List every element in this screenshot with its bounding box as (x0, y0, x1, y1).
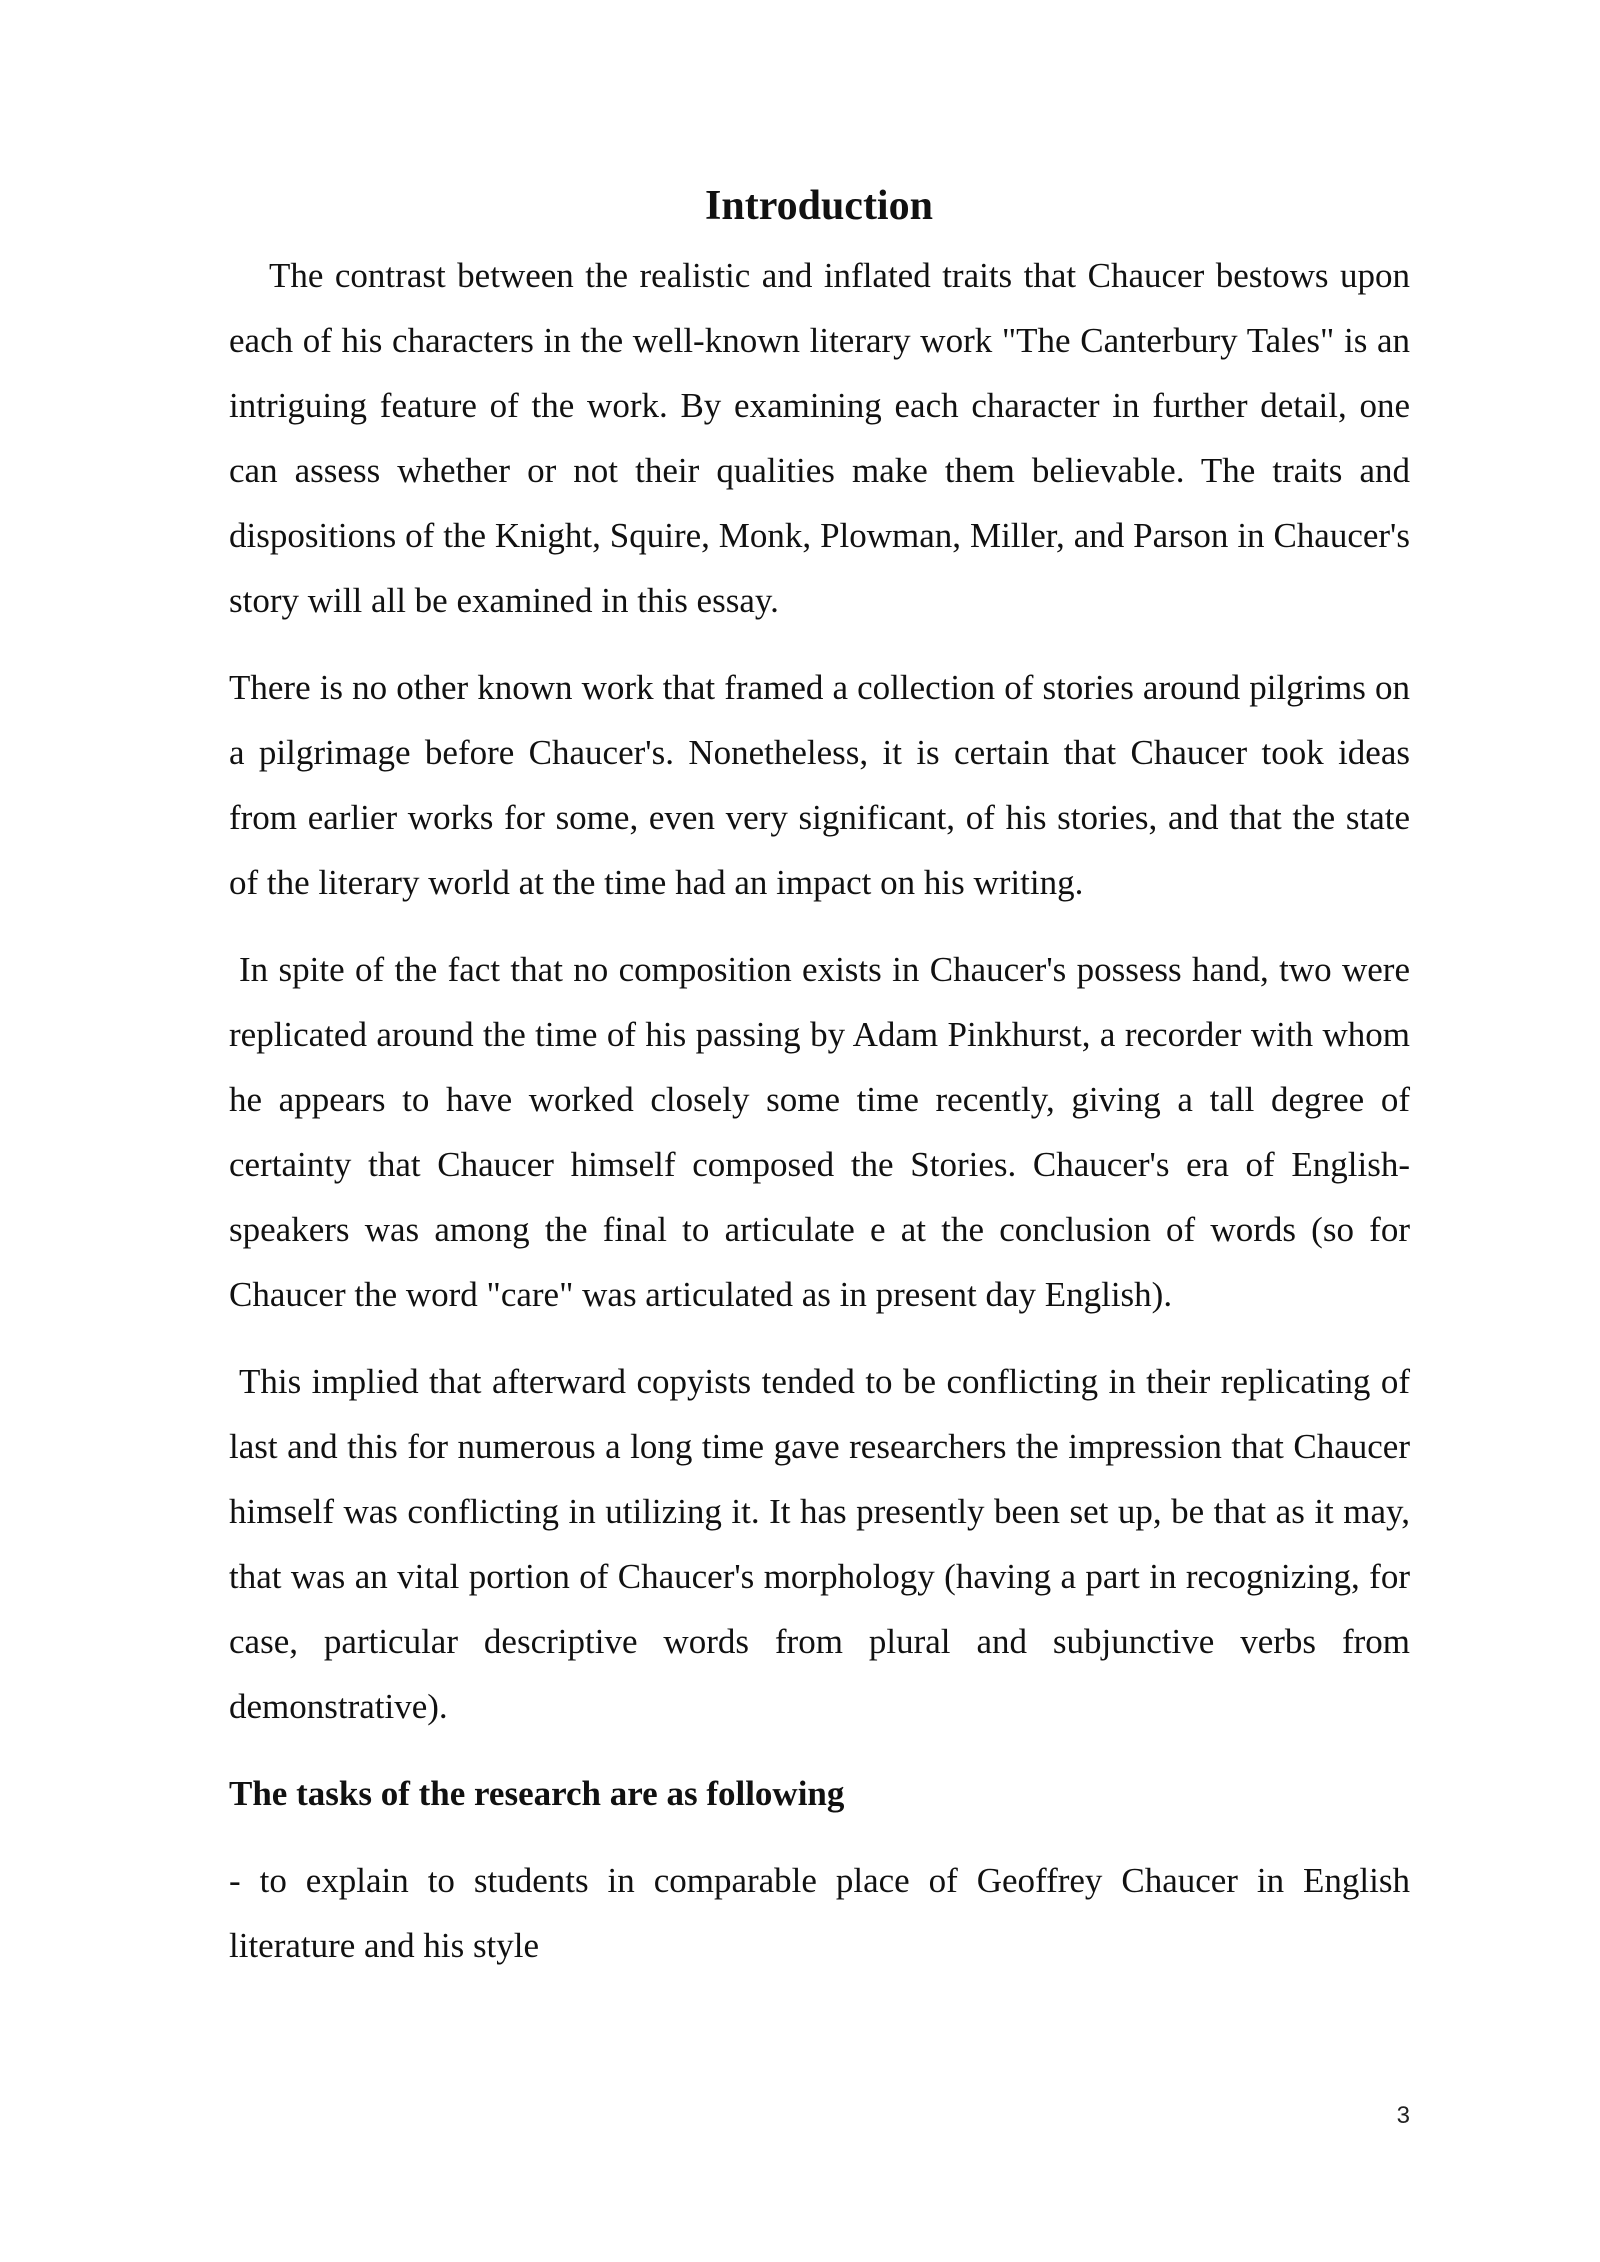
intro-paragraph-3: In spite of the fact that no composition exists in Chaucer's possess hand, two were replicated around the time of his passing by Adam Pinkhurst, a recorder with whom he appears to have worked closely some time recently, giving a tall degree of certainty that Chaucer himself composed the Stories. Chaucer's era of English-speakers was among the final to articulate e at the conclusion of words (so for Chaucer the word "care" was articulated as in present day English). (229, 950, 1410, 1314)
task-list-item: - to explain to students in comparable place of Geoffrey Chaucer in English literature and his style (229, 1861, 1410, 1965)
intro-paragraph-4: This implied that afterward copyists tended to be conflicting in their replicating of last and this for numerous a long time gave researchers the impression that Chaucer himself was conflicting in utilizing it. It has presently been set up, be that as it may, that was an vital portion of Chaucer's morphology (having a part in recognizing, for case, particular descriptive words from plural and subjunctive verbs from demonstrative). (229, 1362, 1410, 1726)
page-number: 3 (1396, 2102, 1410, 2129)
document-body (229, 243, 1410, 1978)
intro-paragraph-2: There is no other known work that framed a collection of stories around pilgrims on a pilgrimage before Chaucer's. Nonetheless, it is certain that Chaucer took ideas from earlier works for some, even very significant, of his stories, and that the state of the literary world at the time had an impact on his writing. (229, 668, 1410, 902)
page-title: Introduction (705, 183, 933, 230)
tasks-heading: The tasks of the research are as following (229, 1774, 845, 1813)
intro-paragraph-1: The contrast between the realistic and inflated traits that Chaucer bestows upon each of his characters in the well-known literary work "The Canterbury Tales" is an intriguing feature of the work. By examining each character in further detail, one can assess whether or not their qualities make them believable. The traits and dispositions of the Knight, Squire, Monk, Plowman, Miller, and Parson in Chaucer's story will all be examined in this essay. (229, 256, 1410, 620)
